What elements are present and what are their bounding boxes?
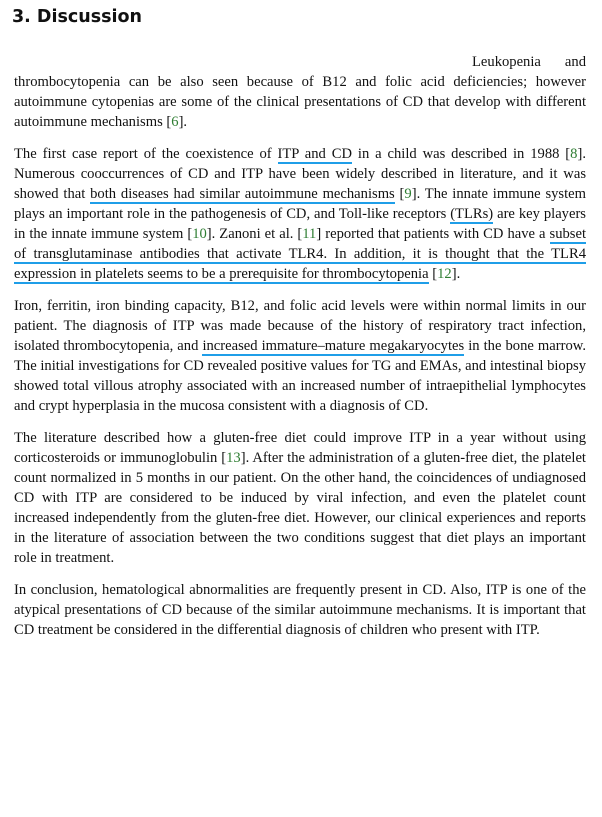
text: ]. After the administration of a gluten-free diet, the platelet count normalized in 5 months in our patient. On the other hand, the coincidences of undiagnosed CD with ITP are considered to be induced by viral infection, and even the platelet count increased independently from the gluten-free diet. However, our clinical experiences and reports in the literature of association between the two conditions suggest that diet plays an important role in treatment. xyxy=(14,450,586,566)
paragraph-1 xyxy=(14,52,586,132)
citation-link[interactable]: 10 xyxy=(192,226,207,242)
text: [ xyxy=(428,266,438,282)
text: ]. Zanoni et al. [ xyxy=(206,226,303,242)
text: The literature described how a gluten-free diet could improve ITP in a year without using corticosteroids or immunoglobulin [ xyxy=(14,430,586,466)
paragraph-5 xyxy=(14,580,586,640)
article-page xyxy=(14,0,586,640)
text: in the bone marrow. The initial investigations for CD revealed positive values for TG and EMAs, and intestinal biopsy showed total villous atrophy associated with an increased number of intraepithelial lymphocytes and crypt hyperplasia in the mucosa consistent with a diagnosis of CD. xyxy=(14,338,586,414)
paragraph-4 xyxy=(14,428,586,568)
highlight-annotation[interactable]: ITP and CD xyxy=(277,146,352,162)
paragraph-2 xyxy=(14,144,586,284)
text: ] reported that patients with CD have a xyxy=(316,226,550,242)
citation-link[interactable]: 11 xyxy=(302,226,317,242)
citation-link[interactable]: 8 xyxy=(570,146,578,162)
citation-link[interactable]: 12 xyxy=(437,266,452,282)
text: ]. xyxy=(451,266,461,282)
text: The first case report of the coexistence of xyxy=(14,146,278,162)
text: ]. Numerous cooccurrences of CD and ITP have been widely described in literature, and it was showed that xyxy=(14,146,586,202)
highlight-annotation[interactable]: both diseases had similar autoimmune mechanisms xyxy=(90,186,395,202)
text: are key players in the innate immune system [ xyxy=(14,206,586,242)
text: [ xyxy=(394,186,405,202)
citation-link[interactable]: 9 xyxy=(404,186,412,202)
highlight-annotation[interactable]: (TLRs) xyxy=(450,206,494,222)
text: Leukopenia and thrombocytopenia can be also seen because of B12 and folic acid deficiencies; however autoimmune cytopenias are some of the clinical presentations of CD that develop with different autoimmune mechanisms [ xyxy=(14,54,586,130)
paragraph-3 xyxy=(14,296,586,416)
section-heading: 3. Discussion xyxy=(12,7,143,27)
highlight-annotation[interactable]: increased immature–mature megakaryocytes xyxy=(202,338,465,354)
citation-link[interactable]: 6 xyxy=(171,114,179,130)
text: ]. xyxy=(178,114,188,130)
text: Iron, ferritin, iron binding capacity, B12, and folic acid levels were within normal limits in our patient. The diagnosis of ITP was made because of the history of respiratory tract infection, isolated thrombocytopenia, and xyxy=(14,298,586,354)
citation-link[interactable]: 13 xyxy=(226,450,241,466)
text: In conclusion, hematological abnormalities are frequently present in CD. Also, ITP is one of the atypical presentations of CD because of the similar autoimmune mechanisms. It is important that CD treatment be considered in the differential diagnosis of children who present with ITP. xyxy=(14,582,586,638)
text: in a child was described in 1988 [ xyxy=(352,146,571,162)
highlight-annotation[interactable]: subset of transglutaminase antibodies that activate TLR4. In addition, it is thought that the TLR4 expression in platelets seems to be a prerequisite for thrombocytopenia xyxy=(14,226,587,282)
text: ]. The innate immune system plays an important role in the pathogenesis of CD, and Toll-like receptors xyxy=(14,186,586,222)
